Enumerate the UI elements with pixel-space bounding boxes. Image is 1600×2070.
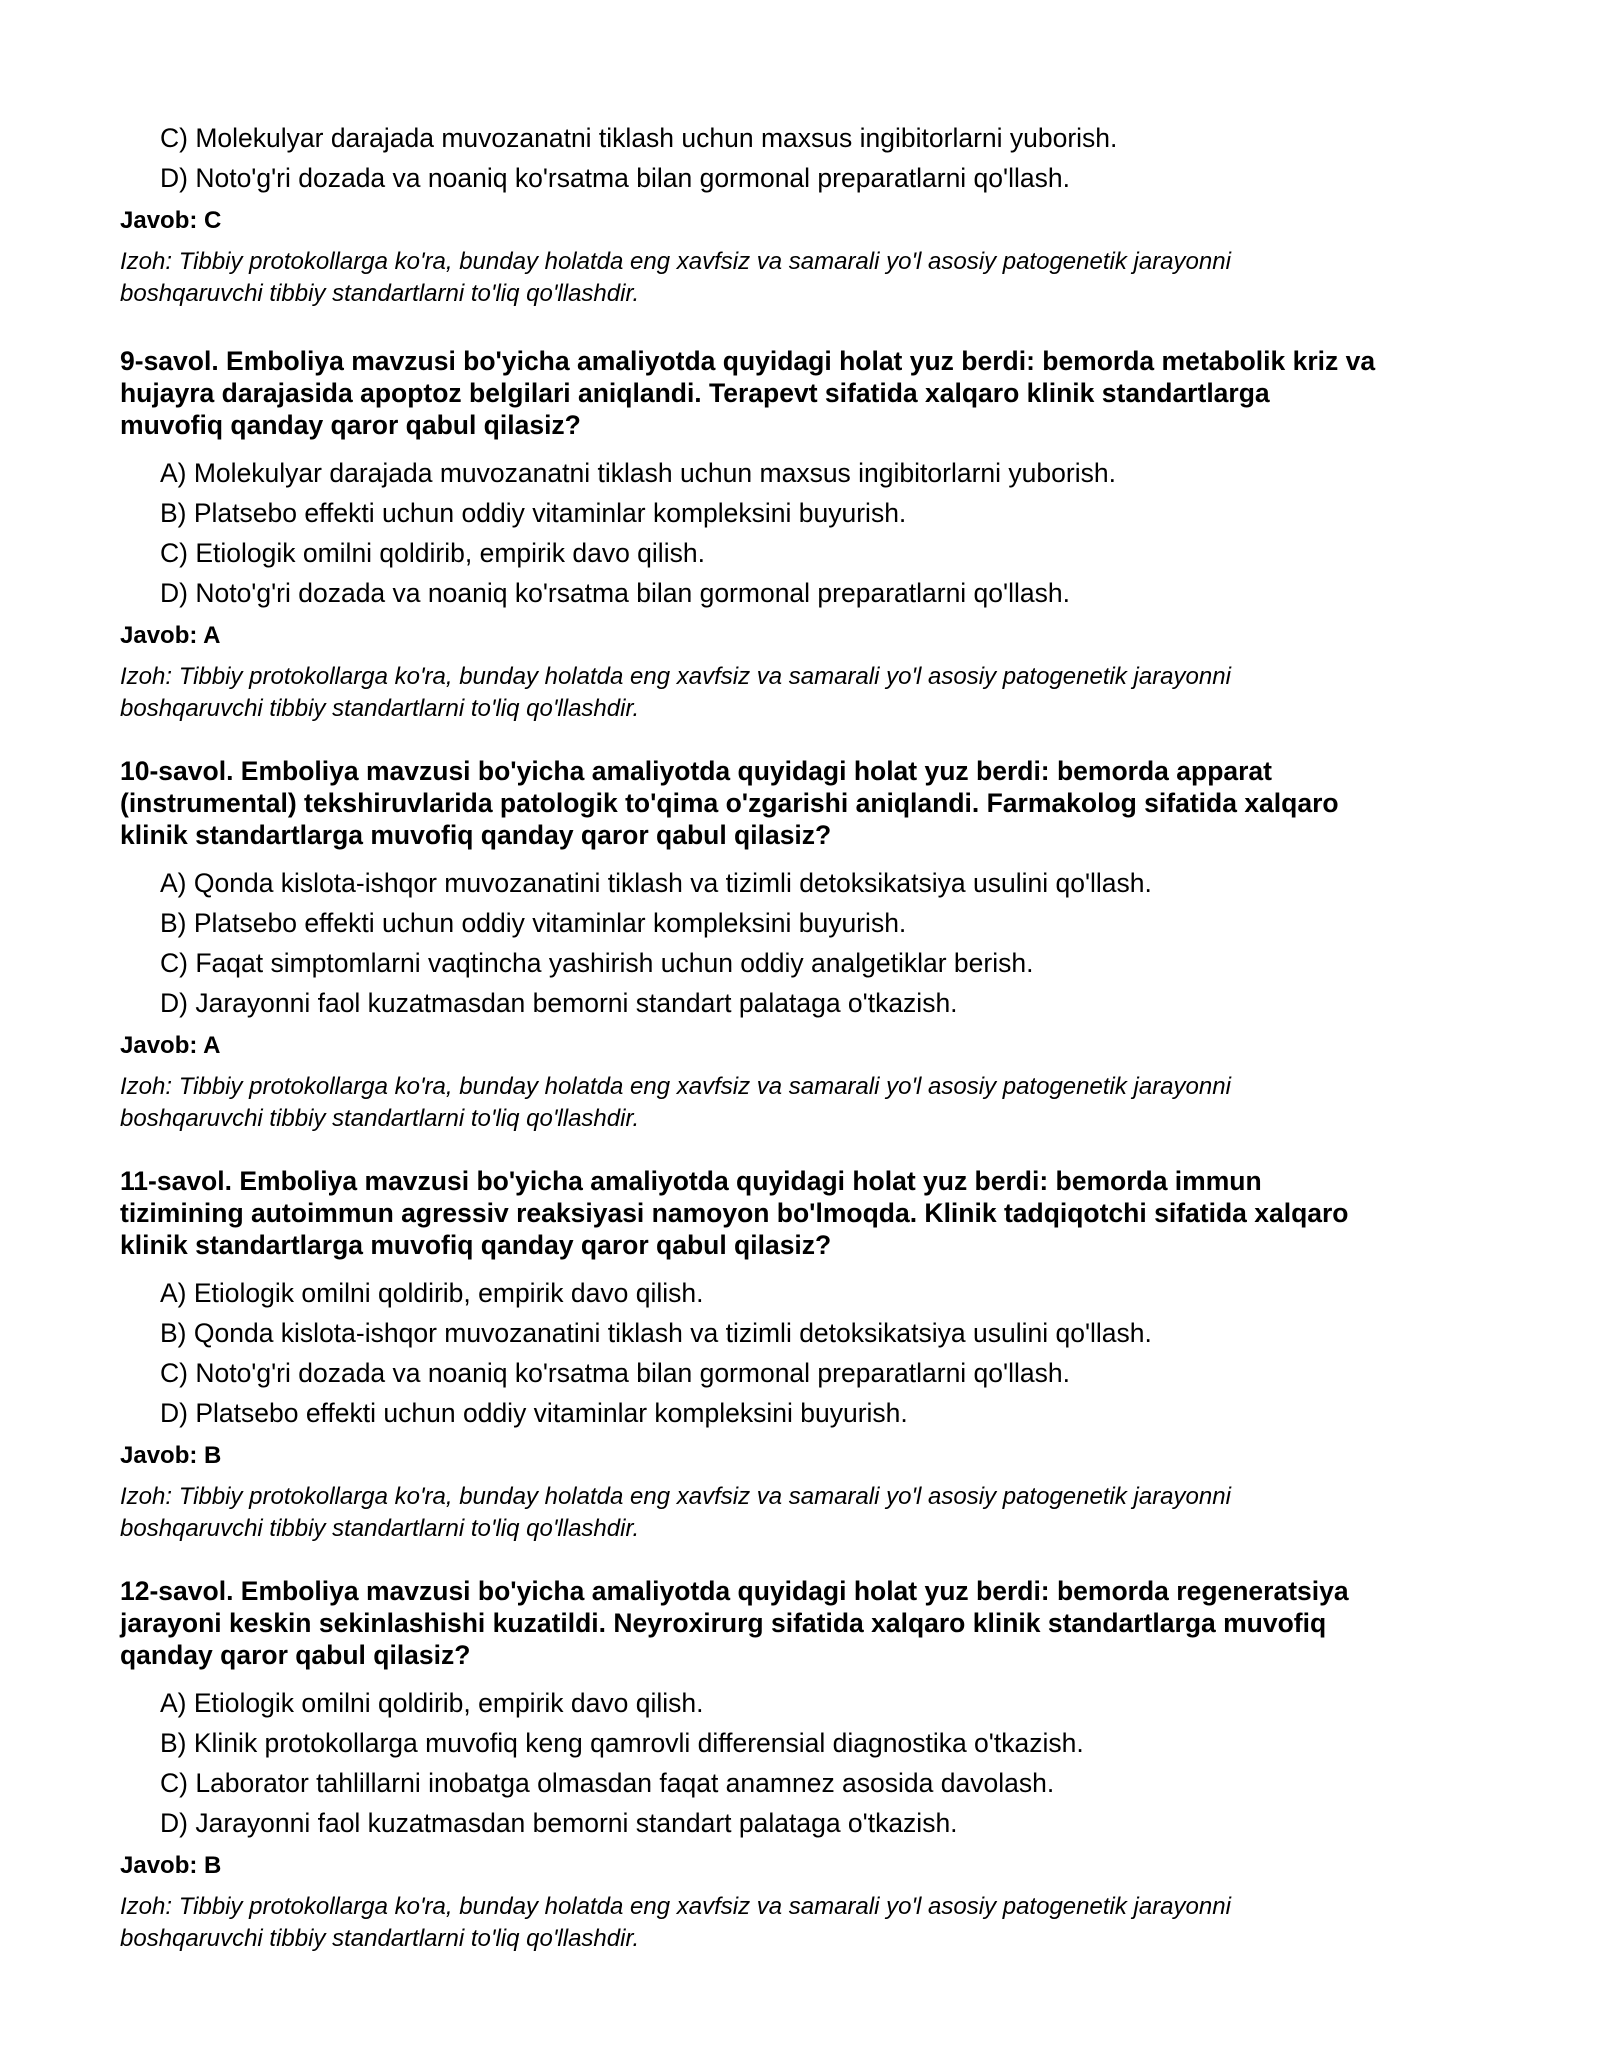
question-line: klinik standartlarga muvofiq qanday qaror qabul qilasiz? [120,820,832,850]
explanation-note [120,1071,1500,1135]
option-b: B) Klinik protokollarga muvofiq keng qamrovli differensial diagnostika o'tkazish. [160,1728,1084,1758]
explanation-note [120,246,1500,310]
question-text [120,1575,1500,1671]
option-a: A) Etiologik omilni qoldirib, empirik davo qilish. [160,1688,704,1718]
question-8-continuation [120,118,1500,310]
question-10 [120,755,1500,1135]
answer-label: Javob: A [120,1032,221,1059]
question-line: (instrumental) tekshiruvlarida patologik to'qima o'zgarishi aniqlandi. Farmakolog sifatida xalqaro [120,788,1339,818]
option-c: C) Laborator tahlillarni inobatga olmasdan faqat anamnez asosida davolash. [160,1768,1055,1798]
note-line: boshqaruvchi tibbiy standartlarni to'liq qo'llashdir. [120,1105,640,1132]
answer-label: Javob: C [120,207,222,234]
question-line: 10-savol. Emboliya mavzusi bo'yicha amaliyotda quyidagi holat yuz berdi: bemorda apparat [120,756,1272,786]
note-line: boshqaruvchi tibbiy standartlarni to'liq qo'llashdir. [120,1925,640,1952]
answer-label: Javob: B [120,1852,222,1879]
options-list [120,1273,1500,1433]
option-c: C) Faqat simptomlarni vaqtincha yashirish uchun oddiy analgetiklar berish. [160,948,1034,978]
option-d: D) Noto'g'ri dozada va noaniq ko'rsatma bilan gormonal preparatlarni qo'llash. [160,163,1070,193]
note-line: Izoh: Tibbiy protokollarga ko'ra, bunday holatda eng xavfsiz va samarali yo'l asosiy patogenetik jarayonni [120,248,1231,275]
option-b: B) Platsebo effekti uchun oddiy vitaminlar kompleksini buyurish. [160,908,907,938]
option-b: B) Platsebo effekti uchun oddiy vitaminlar kompleksini buyurish. [160,498,907,528]
note-line: boshqaruvchi tibbiy standartlarni to'liq qo'llashdir. [120,280,640,307]
note-line: boshqaruvchi tibbiy standartlarni to'liq qo'llashdir. [120,1515,640,1542]
question-line: muvofiq qanday qaror qabul qilasiz? [120,410,581,440]
question-line: hujayra darajasida apoptoz belgilari aniqlandi. Terapevt sifatida xalqaro klinik standartlarga [120,378,1270,408]
option-c: C) Noto'g'ri dozada va noaniq ko'rsatma bilan gormonal preparatlarni qo'llash. [160,1358,1070,1388]
question-12 [120,1575,1500,1955]
explanation-note [120,661,1500,725]
answer-label: Javob: A [120,622,221,649]
note-line: Izoh: Tibbiy protokollarga ko'ra, bunday holatda eng xavfsiz va samarali yo'l asosiy patogenetik jarayonni [120,1073,1231,1100]
question-line: 9-savol. Emboliya mavzusi bo'yicha amaliyotda quyidagi holat yuz berdi: bemorda metabolik kriz va [120,346,1376,376]
explanation-note [120,1891,1500,1955]
options-list [120,1683,1500,1843]
option-d: D) Jarayonni faol kuzatmasdan bemorni standart palataga o'tkazish. [160,1808,958,1838]
option-a: A) Molekulyar darajada muvozanatni tiklash uchun maxsus ingibitorlarni yuborish. [160,458,1116,488]
explanation-note [120,1481,1500,1545]
question-11 [120,1165,1500,1545]
options-list [120,118,1500,198]
question-text [120,755,1500,851]
options-list [120,863,1500,1023]
question-9 [120,345,1500,725]
options-list [120,453,1500,613]
option-a: A) Etiologik omilni qoldirib, empirik davo qilish. [160,1278,704,1308]
note-line: Izoh: Tibbiy protokollarga ko'ra, bunday holatda eng xavfsiz va samarali yo'l asosiy patogenetik jarayonni [120,663,1231,690]
option-c: C) Molekulyar darajada muvozanatni tiklash uchun maxsus ingibitorlarni yuborish. [160,123,1118,153]
option-d: D) Jarayonni faol kuzatmasdan bemorni standart palataga o'tkazish. [160,988,958,1018]
question-line: qanday qaror qabul qilasiz? [120,1640,471,1670]
question-line: tizimining autoimmun agressiv reaksiyasi namoyon bo'lmoqda. Klinik tadqiqotchi sifatida xalqaro [120,1198,1349,1228]
question-line: 12-savol. Emboliya mavzusi bo'yicha amaliyotda quyidagi holat yuz berdi: bemorda regeneratsiya [120,1576,1349,1606]
option-d: D) Noto'g'ri dozada va noaniq ko'rsatma bilan gormonal preparatlarni qo'llash. [160,578,1070,608]
question-line: 11-savol. Emboliya mavzusi bo'yicha amaliyotda quyidagi holat yuz berdi: bemorda immun [120,1166,1262,1196]
question-line: jarayoni keskin sekinlashishi kuzatildi. Neyroxirurg sifatida xalqaro klinik standartlarga muvofiq [120,1608,1327,1638]
option-c: C) Etiologik omilni qoldirib, empirik davo qilish. [160,538,705,568]
question-text [120,1165,1500,1261]
option-b: B) Qonda kislota-ishqor muvozanatini tiklash va tizimli detoksikatsiya usulini qo'llash. [160,1318,1152,1348]
answer-label: Javob: B [120,1442,222,1469]
note-line: Izoh: Tibbiy protokollarga ko'ra, bunday holatda eng xavfsiz va samarali yo'l asosiy patogenetik jarayonni [120,1483,1231,1510]
option-d: D) Platsebo effekti uchun oddiy vitaminlar kompleksini buyurish. [160,1398,908,1428]
note-line: boshqaruvchi tibbiy standartlarni to'liq qo'llashdir. [120,695,640,722]
option-a: A) Qonda kislota-ishqor muvozanatini tiklash va tizimli detoksikatsiya usulini qo'llash. [160,868,1152,898]
question-line: klinik standartlarga muvofiq qanday qaror qabul qilasiz? [120,1230,832,1260]
question-text [120,345,1500,441]
note-line: Izoh: Tibbiy protokollarga ko'ra, bunday holatda eng xavfsiz va samarali yo'l asosiy patogenetik jarayonni [120,1893,1231,1920]
